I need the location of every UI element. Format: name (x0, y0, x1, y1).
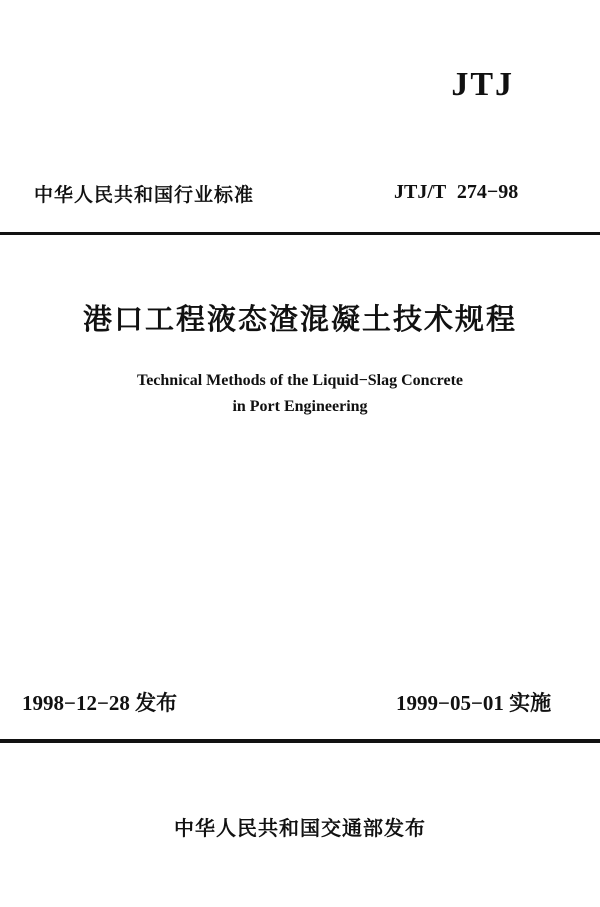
issue-date: 1998−12−28 发布 (22, 691, 178, 715)
document-title-english-line2: in Port Engineering (232, 398, 368, 415)
document-title-chinese: 港口工程液态渣混凝土技术规程 (82, 302, 517, 336)
industry-standard-label: 中华人民共和国行业标准 (34, 184, 255, 206)
standard-number: JTJ/T 274−98 (394, 181, 519, 203)
top-divider (0, 232, 600, 235)
bottom-divider (0, 739, 600, 743)
series-code: JTJ (451, 66, 514, 103)
effective-date: 1999−05−01 实施 (396, 691, 552, 715)
document-title-english-line1: Technical Methods of the Liquid−Slag Concrete (136, 372, 464, 389)
publisher: 中华人民共和国交通部发布 (174, 816, 426, 840)
